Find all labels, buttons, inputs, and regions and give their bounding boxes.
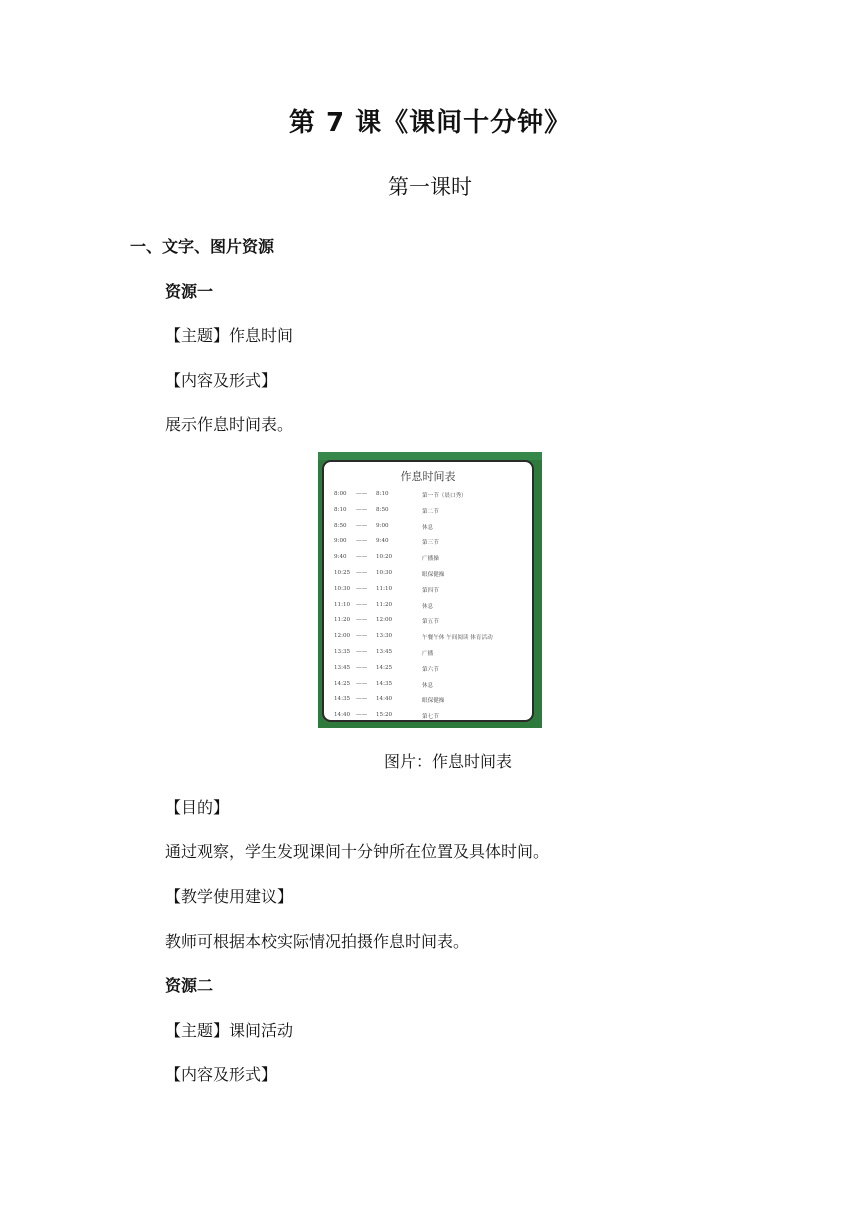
end-time: 8:10 bbox=[376, 491, 389, 497]
end-time: 9:00 bbox=[376, 522, 389, 529]
lesson-title: 第 7 课《课间十分钟》 bbox=[288, 108, 572, 138]
resource-1-content-label: 【内容及形式】 bbox=[165, 371, 278, 390]
resource-1-advice-label: 【教学使用建议】 bbox=[165, 887, 294, 906]
start-time: 9:40 bbox=[334, 554, 347, 561]
end-time: 13:30 bbox=[376, 633, 393, 640]
activity: 第五节 bbox=[422, 619, 439, 626]
activity: 休息 bbox=[422, 603, 434, 610]
start-time: 8:50 bbox=[334, 522, 347, 529]
end-time: 11:10 bbox=[376, 585, 393, 592]
activity: 眼保健操 bbox=[422, 698, 445, 705]
schedule-row bbox=[334, 602, 529, 614]
activity: 休息 bbox=[422, 682, 434, 689]
time-dash: —— bbox=[356, 601, 368, 608]
schedule-row bbox=[334, 681, 529, 693]
end-time: 14:25 bbox=[376, 664, 393, 671]
activity: 第六节 bbox=[422, 666, 439, 673]
schedule-row bbox=[334, 491, 529, 503]
start-time: 11:10 bbox=[334, 601, 351, 608]
activity: 眼保健操 bbox=[422, 572, 445, 578]
image-border bbox=[318, 452, 542, 460]
start-time: 11:20 bbox=[334, 617, 351, 624]
time-dash: —— bbox=[356, 712, 368, 719]
schedule-row bbox=[334, 554, 529, 566]
activity: 午餐午休 午间阅读 体育活动 bbox=[422, 635, 493, 642]
image-caption: 图片：作息时间表 bbox=[383, 752, 512, 771]
lesson-subtitle: 第一课时 bbox=[388, 175, 472, 199]
schedule-row bbox=[334, 633, 529, 645]
time-dash: —— bbox=[356, 506, 368, 513]
resource-2-content-label: 【内容及形式】 bbox=[165, 1065, 278, 1084]
end-time: 10:20 bbox=[376, 554, 393, 561]
activity: 广播操 bbox=[422, 556, 439, 563]
time-dash: —— bbox=[356, 633, 368, 640]
start-time: 8:00 bbox=[334, 491, 347, 497]
time-dash: —— bbox=[356, 491, 368, 497]
start-time: 14:40 bbox=[334, 712, 351, 719]
start-time: 13:45 bbox=[334, 664, 351, 671]
start-time: 14:35 bbox=[334, 696, 351, 703]
resource-2-heading: 资源二 bbox=[165, 976, 214, 995]
schedule-image bbox=[318, 452, 542, 728]
time-dash: —— bbox=[356, 585, 368, 592]
activity: 广播 bbox=[422, 651, 434, 657]
end-time: 15:20 bbox=[376, 712, 393, 719]
end-time: 8:50 bbox=[376, 506, 389, 513]
start-time: 10:30 bbox=[334, 585, 351, 592]
time-dash: —— bbox=[356, 680, 368, 687]
time-dash: —— bbox=[356, 617, 368, 624]
time-dash: —— bbox=[356, 696, 368, 703]
schedule-row bbox=[334, 696, 529, 708]
time-dash: —— bbox=[356, 554, 368, 561]
start-time: 13:35 bbox=[334, 649, 351, 655]
schedule-row bbox=[334, 586, 529, 598]
time-dash: —— bbox=[356, 649, 368, 655]
time-dash: —— bbox=[356, 538, 368, 545]
section-heading: 一、文字、图片资源 bbox=[130, 237, 275, 256]
schedule-row bbox=[334, 523, 529, 535]
end-time: 11:20 bbox=[376, 601, 393, 608]
schedule-row bbox=[334, 538, 529, 550]
schedule-row bbox=[334, 649, 529, 661]
start-time: 10:25 bbox=[334, 570, 351, 576]
schedule-row bbox=[334, 665, 529, 677]
start-time: 9:00 bbox=[334, 538, 347, 545]
activity: 第三节 bbox=[422, 540, 439, 547]
schedule-row bbox=[334, 712, 529, 722]
schedule-board bbox=[322, 460, 534, 722]
resource-1-heading: 资源一 bbox=[165, 282, 214, 301]
schedule-row bbox=[334, 507, 529, 519]
start-time: 14:25 bbox=[334, 680, 351, 687]
resource-1-advice-text: 教师可根据本校实际情况拍摄作息时间表。 bbox=[165, 932, 470, 951]
resource-1-topic: 【主题】作息时间 bbox=[165, 326, 294, 345]
schedule-row bbox=[334, 570, 529, 582]
end-time: 10:30 bbox=[376, 570, 393, 576]
end-time: 14:35 bbox=[376, 680, 393, 687]
resource-1-purpose-text: 通过观察，学生发现课间十分钟所在位置及具体时间。 bbox=[165, 842, 550, 861]
start-time: 12:00 bbox=[334, 633, 351, 640]
activity: 第四节 bbox=[422, 587, 439, 594]
end-time: 14:40 bbox=[376, 696, 393, 703]
resource-1-content-text: 展示作息时间表。 bbox=[165, 415, 294, 434]
end-time: 9:40 bbox=[376, 538, 389, 545]
activity: 第二节 bbox=[422, 508, 439, 515]
time-dash: —— bbox=[356, 570, 368, 576]
resource-2-topic: 【主题】课间活动 bbox=[165, 1021, 294, 1040]
schedule-row bbox=[334, 617, 529, 629]
activity: 休息 bbox=[422, 524, 434, 531]
activity: 第一节（晨口秀） bbox=[422, 493, 467, 499]
schedule-title: 作息时间表 bbox=[400, 470, 456, 483]
activity: 第七节 bbox=[422, 714, 439, 721]
start-time: 8:10 bbox=[334, 506, 347, 513]
end-time: 13:45 bbox=[376, 649, 393, 655]
resource-1-purpose-label: 【目的】 bbox=[165, 798, 230, 817]
time-dash: —— bbox=[356, 522, 368, 529]
end-time: 12:00 bbox=[376, 617, 393, 624]
time-dash: —— bbox=[356, 664, 368, 671]
